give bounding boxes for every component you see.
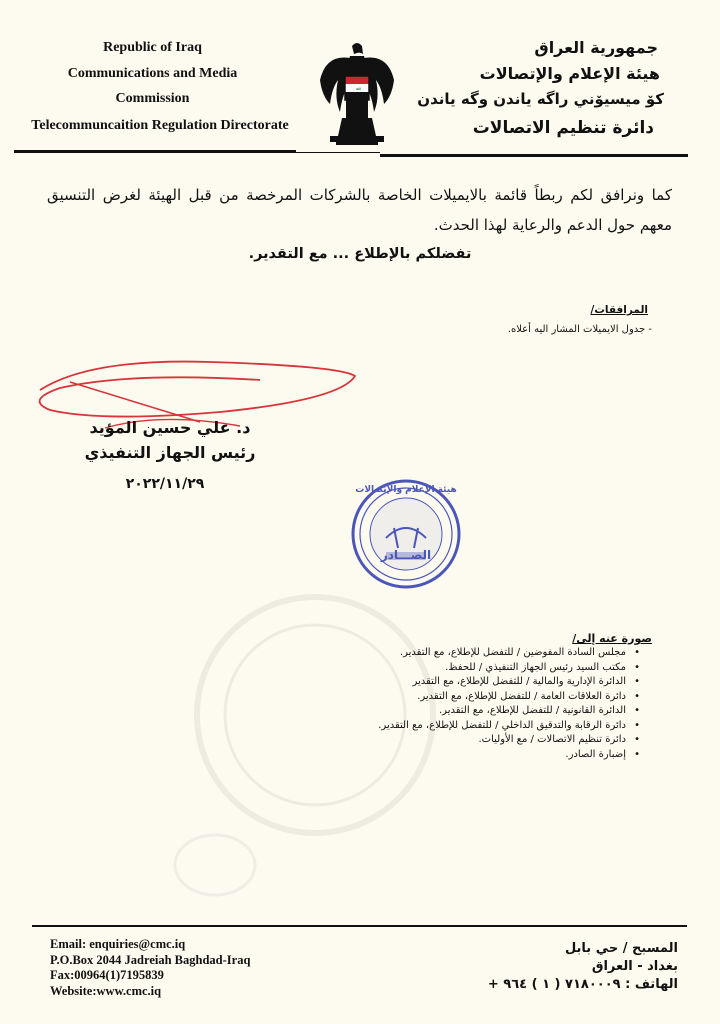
letter-closing: تفضلكم بالإطلاع ... مع التقدير. (248, 246, 472, 262)
header-en-commission: Communications and Media (67, 66, 238, 81)
cc-title: صورة عنه إلى/ (572, 632, 652, 645)
stamp-label: الصـــادر (380, 548, 432, 562)
header-en-country: Republic of Iraq (103, 40, 202, 55)
cc-item: • دائرة تنظيم الاتصالات / مع الأوليات. (280, 733, 640, 748)
cc-item: • الدائرة القانونية / للتفضل للإطلاع، مع التقدير. (280, 704, 640, 719)
attachments-item: - جدول الايميلات المشار اليه أعلاه. (507, 324, 652, 335)
signatory-name: د. علي حسين المؤيد (89, 418, 251, 437)
footer-divider (32, 925, 687, 927)
stamp-text: هيئة الإعلام والإتصالات (355, 485, 457, 495)
watermark-stamp-bottom (170, 830, 260, 900)
iraq-eagle-emblem-icon (316, 40, 398, 148)
footer-fax: Fax:00964(1)7195839 (50, 968, 164, 982)
header-divider-right (380, 154, 688, 157)
header-ar-country: جمهورية العراق (534, 38, 658, 57)
footer-po-box: P.O.Box 2044 Jadreiah Baghdad-Iraq (50, 952, 251, 967)
header-ar-commission: هيئة الإعلام والإتصالات (479, 64, 660, 83)
cc-item: • الدائرة الإدارية والمالية / للتفضل للإطلاع، مع التقدير (280, 675, 640, 690)
header-divider-left (14, 150, 296, 153)
svg-text:ﷲ: ﷲ (355, 86, 359, 91)
cc-item: • مكتب السيد رئيس الجهاز التنفيذي / للحفظ. (280, 661, 640, 676)
header-ar-commission-kurdish: كۆ ميسيۆني راگه ياندن وگه ياندن (417, 90, 664, 108)
cc-item: • دائرة العلاقات العامة / للتفضل للإطلاع، مع التقدير. (280, 690, 640, 705)
footer-phone: الهاتف : ٧١٨٠٠٠٩ ( ١ ) ٩٦٤ + (487, 977, 678, 992)
header-en (0, 0, 305, 140)
header-divider-center (296, 152, 380, 153)
footer-address-district: المسبح / حي بابل (564, 941, 678, 956)
signatory-title: رئيس الجهاز التنفيذي (84, 443, 256, 462)
header-en-commission-2: Commission (115, 91, 190, 106)
footer-email: Email: enquiries@cmc.iq (50, 937, 186, 951)
footer-website: Website:www.cmc.iq (50, 983, 162, 998)
cc-item: • دائرة الرقابة والتدقيق الداخلي / للتفضل للإطلاع، مع التقدير. (280, 719, 640, 734)
letter-paragraph: كما ونرافق لكم ربطاً قائمة بالايميلات الخاصة بالشركات المرخصة من قبل الهيئة لغرض التنسيق معهم حول الدعم والرعاية لهذا الحدث. (47, 186, 672, 234)
footer-ar (418, 940, 678, 994)
footer-en (50, 937, 310, 999)
official-stamp (350, 478, 462, 590)
attachments-title: المرافقات/ (590, 304, 648, 316)
header-en-directorate: Telecommuncaition Regulation Directorate (31, 118, 289, 133)
cc-item: • إضبارة الصادر. (280, 748, 640, 763)
header-ar-directorate: دائرة تنظيم الاتصالات (472, 118, 654, 138)
cc-item: • مجلس السادة المفوضين / للتفضل للإطلاع، مع التقدير. (280, 646, 640, 661)
footer-address-city: بغداد - العراق (591, 959, 678, 974)
cc-list (280, 646, 640, 762)
letter-date: ٢٠٢٢/١١/٢٩ (125, 476, 205, 492)
